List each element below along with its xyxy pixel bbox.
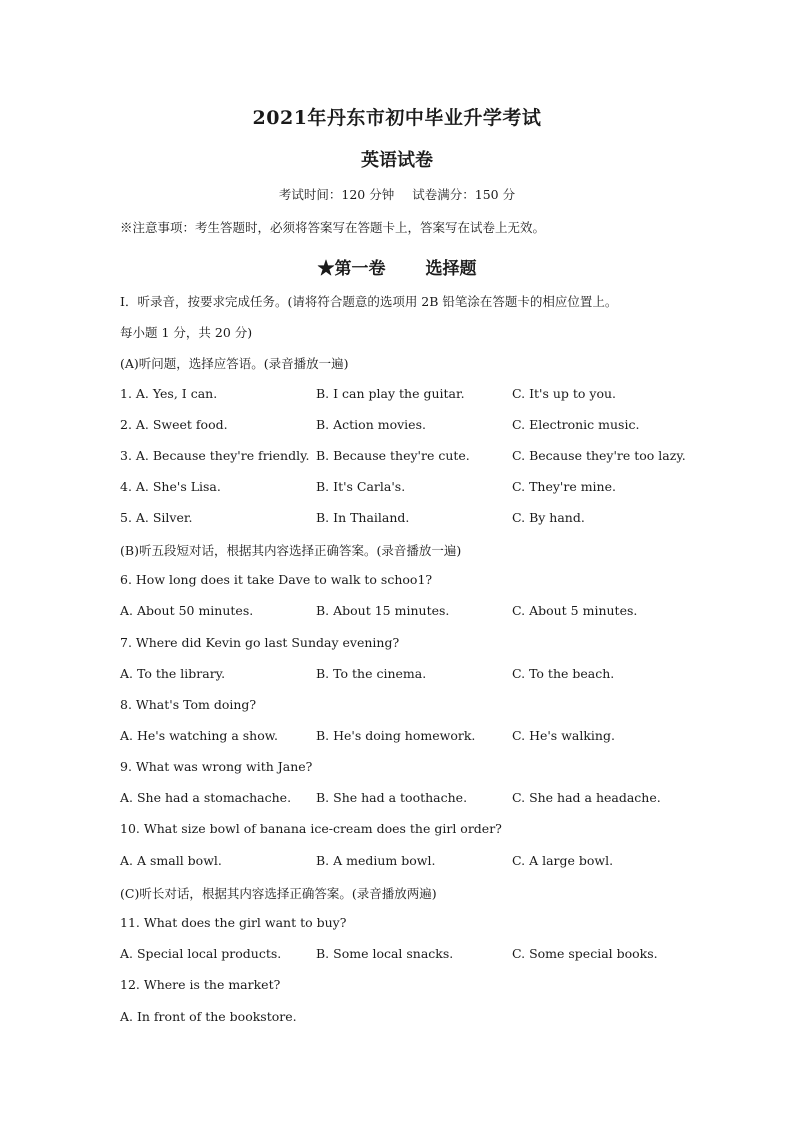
- option-a: 4. A. She's Lisa.: [120, 479, 221, 494]
- option-a: A. About 50 minutes.: [120, 603, 254, 618]
- part1-heading-line1: I．听录音，按要求完成任务。(请将符合题意的选项用 2B 铅笔涂在答题卡的相应位置上。: [120, 294, 618, 309]
- subsection-a-heading: (A)听问题，选择应答语。(录音播放一遍): [120, 356, 349, 371]
- question-3-options: [120, 448, 700, 466]
- option-b: B. She had a toothache.: [316, 790, 468, 805]
- question-7-text: 7. Where did Kevin go last Sunday evening?: [120, 635, 400, 650]
- question-9-text: 9. What was wrong with Jane?: [120, 759, 313, 774]
- subsection-c-heading: (C)听长对话，根据其内容选择正确答案。(录音播放两遍): [120, 886, 437, 901]
- option-a: A. To the library.: [120, 666, 226, 681]
- exam-title: 2021年丹东市初中毕业升学考试: [252, 107, 542, 129]
- option-c: C. By hand.: [512, 510, 585, 525]
- question-11-text: 11. What does the girl want to buy?: [120, 915, 347, 930]
- option-b: B. It's Carla's.: [316, 479, 406, 494]
- option-b: B. In Thailand.: [316, 510, 410, 525]
- part1-heading-line2: 每小题 1 分，共 20 分): [120, 325, 253, 340]
- option-a: 5. A. Silver.: [120, 510, 193, 525]
- option-b: B. To the cinema.: [316, 666, 427, 681]
- option-a: A. Special local products.: [120, 946, 282, 961]
- section-heading: [0, 254, 794, 279]
- option-c: C. They're mine.: [512, 479, 616, 494]
- option-c: C. Because they're too lazy.: [512, 448, 686, 463]
- option-c: C. A large bowl.: [512, 853, 614, 868]
- option-b: B. Some local snacks.: [316, 946, 454, 961]
- full-score: 试卷满分：150 分: [412, 187, 516, 202]
- question-12-options: [120, 1009, 700, 1027]
- exam-info: [0, 185, 794, 203]
- option-a: A. A small bowl.: [120, 853, 222, 868]
- question-10-text: 10. What size bowl of banana ice-cream does the girl order?: [120, 821, 502, 836]
- exam-time: 考试时间：120 分钟: [278, 187, 395, 202]
- option-a: 3. A. Because they're friendly.: [120, 448, 310, 463]
- question-10-options: [120, 853, 700, 871]
- option-c: C. Some special books.: [512, 946, 658, 961]
- question-8-options: [120, 728, 700, 746]
- question-2-options: [120, 417, 700, 435]
- exam-subtitle: 英语试卷: [361, 150, 433, 171]
- option-b: B. I can play the guitar.: [316, 386, 465, 401]
- subsection-b-heading: (B)听五段短对话，根据其内容选择正确答案。(录音播放一遍): [120, 543, 462, 558]
- option-a: A. In front of the bookstore.: [120, 1009, 297, 1024]
- option-b: B. He's doing homework.: [316, 728, 476, 743]
- question-9-options: [120, 790, 700, 808]
- option-a: A. He's watching a show.: [120, 728, 278, 743]
- question-7-options: [120, 666, 700, 684]
- star-icon: ★: [317, 259, 335, 279]
- question-4-options: [120, 479, 700, 497]
- option-c: C. It's up to you.: [512, 386, 617, 401]
- section-volume: 第一卷: [334, 259, 386, 279]
- question-8-text: 8. What's Tom doing?: [120, 697, 257, 712]
- question-5-options: [120, 510, 700, 528]
- option-c: C. About 5 minutes.: [512, 603, 638, 618]
- question-6-options: [120, 603, 700, 621]
- option-b: B. Action movies.: [316, 417, 426, 432]
- option-c: C. To the beach.: [512, 666, 615, 681]
- option-a: A. She had a stomachache.: [120, 790, 292, 805]
- option-c: C. Electronic music.: [512, 417, 640, 432]
- question-1-options: [120, 386, 700, 404]
- section-name: 选择题: [425, 259, 477, 279]
- question-6-text: 6. How long does it take Dave to walk to schoo1?: [120, 572, 433, 587]
- option-a: 2. A. Sweet food.: [120, 417, 228, 432]
- option-a: 1. A. Yes, I can.: [120, 386, 218, 401]
- option-b: B. About 15 minutes.: [316, 603, 450, 618]
- option-c: C. He's walking.: [512, 728, 615, 743]
- option-c: C. She had a headache.: [512, 790, 661, 805]
- option-b: B. Because they're cute.: [316, 448, 470, 463]
- exam-notice: ※注意事项：考生答题时，必须将答案写在答题卡上，答案写在试卷上无效。: [120, 220, 546, 235]
- question-11-options: [120, 946, 700, 964]
- option-b: B. A medium bowl.: [316, 853, 436, 868]
- question-12-text: 12. Where is the market?: [120, 977, 281, 992]
